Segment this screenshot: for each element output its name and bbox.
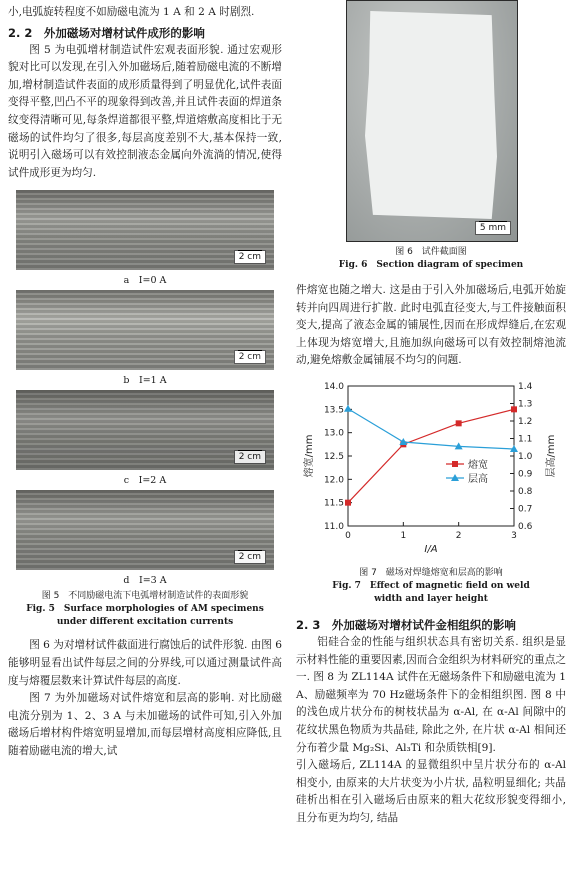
fig5-caption-en-2: under different excitation currents <box>56 617 234 628</box>
figure-5 <box>8 190 282 629</box>
scale-bar: 2 cm <box>234 350 266 364</box>
scale-bar: 5 mm <box>475 221 511 235</box>
plot-frame <box>348 386 514 526</box>
fig6-description-paragraph: 图 6 为对增材试件截面进行腐蚀后的试件形貌. 由图 6 能够明显看出试件每层之间的分界线,可以通过测量试件高度与熔覆层数来计算试件每层的高度. <box>8 639 282 687</box>
y-left-tick-label: 12.0 <box>323 475 344 486</box>
y-left-tick-label: 12.5 <box>323 451 344 462</box>
y-right-tick-label: 1.3 <box>518 399 533 410</box>
fig5-sublabel-d: d I=3 A <box>123 575 167 587</box>
x-tick-label: 0 <box>345 530 351 541</box>
fig6-caption-cn: 图 6 试件截面图 <box>395 247 467 257</box>
section-2-2-title: 2. 2 外加磁场对增材试件成形的影响 <box>8 25 205 40</box>
scale-bar: 2 cm <box>234 450 266 464</box>
fig5-panel-d <box>8 490 282 587</box>
fig5-panel-a <box>8 190 282 287</box>
data-point-熔宽 <box>456 420 462 426</box>
fig7-caption-en-1: Fig. 7 Effect of magnetic field on weld <box>332 580 530 591</box>
section-2-3-title: 2. 3 外加磁场对增材试件金相组织的影响 <box>296 617 516 632</box>
continued-paragraph: 件熔宽也随之增大. 这是由于引入外加磁场后,电弧开始旋转并向四周进行扩散. 此时电弧直径变大,与工件接触面积变大,提高了液态金属的铺展性,因而在形成焊缝后,在宏观上体现为熔宽增大,且施加纵向磁场可以有效控制熔池流动,避免熔敷金属铺展不均匀的问题. <box>296 284 566 367</box>
fig5-panel-b <box>8 290 282 387</box>
y-right-axis-label: 层高/mm <box>546 434 557 478</box>
intro-paragraph: 小,电弧旋转程度不如励磁电流为 1 A 和 2 A 时剧烈. <box>8 6 255 18</box>
y-left-tick-label: 11.5 <box>323 498 344 509</box>
figure-6 <box>296 0 566 246</box>
left-column <box>8 0 282 761</box>
figure-7 <box>296 376 566 606</box>
fig5-photo-b <box>16 290 274 370</box>
legend-label-层高: 层高 <box>468 473 488 485</box>
scale-bar: 2 cm <box>234 250 266 264</box>
y-right-tick-label: 0.9 <box>518 469 533 480</box>
legend-marker-熔宽 <box>452 461 458 467</box>
y-right-tick-label: 0.7 <box>518 504 533 515</box>
fig5-sublabel-c: c I=2 A <box>123 475 167 487</box>
x-axis-label: I/A <box>424 543 438 555</box>
y-left-tick-label: 11.0 <box>323 521 344 532</box>
fig7-chart <box>296 376 566 561</box>
section-2-3-paragraph-1: 铝硅合金的性能与组织状态具有密切关系. 组织是显示材料性能的重要因素,因而合金组织为材料研究的重点之一. 图 8 为 ZL114A 试件在无磁场条件下和励磁电流为 1 A、励磁频率为 70 Hz磁场条件下的金相组织图. 图 8 中的浅色成片状分布的树枝状晶为 α-Al, 在 α-Al 间隙中的花纹状黑色物质为共晶硅, 除此之外, 在片状 α-Al 相间还分布着少量 Mg₂Si、Al₃Ti 和杂质铁相[9]. <box>296 635 567 754</box>
y-right-tick-label: 0.6 <box>518 521 533 532</box>
y-right-tick-label: 1.4 <box>518 381 533 392</box>
section-2-2-paragraph: 图 5 为电弧增材制造试件宏观表面形貌. 通过宏观形貌对比可以发现,在引入外加磁场后,随着励磁电流的不断增加,增材制造试件表面的成形质量得到了明显优化,试件表面变得平整,凹凸不平的现象得到改善,并且试件表面的焊道条纹变得清晰可见,每条焊道都很平整,焊道熔敷高度相比于无磁场的试件均匀了很多,每层高度差别不大,基本保持一致,说明引入磁场可以有效控制液态金属向外流淌的情况,使得试件成形更为均匀. <box>8 43 282 179</box>
data-point-熔宽 <box>345 500 351 506</box>
y-left-axis-label: 熔宽/mm <box>304 434 315 478</box>
y-right-tick-label: 1.1 <box>518 434 533 445</box>
y-left-tick-label: 13.5 <box>323 405 344 416</box>
fig6-section-photo <box>346 0 518 242</box>
fig5-panel-c <box>8 390 282 487</box>
x-tick-label: 2 <box>455 530 462 541</box>
fig5-sublabel-a: a I=0 A <box>123 275 167 287</box>
y-right-tick-label: 1.0 <box>518 451 533 462</box>
fig5-photo-a <box>16 190 274 270</box>
y-right-tick-label: 1.2 <box>518 416 533 427</box>
fig5-sublabel-b: b I=1 A <box>123 375 167 387</box>
fig7-description-paragraph: 图 7 为外加磁场对试件熔宽和层高的影响. 对比励磁电流分别为 1、2、3 A 与未加磁场的试件可知,引入外加磁场后增材构件熔宽明显增加,而每层增材高度相应降低,且随着励磁电流的增大,试 <box>8 692 282 757</box>
fig5-photo-d <box>16 490 274 570</box>
fig5-caption-cn: 图 5 不同励磁电流下电弧增材制造试件的表面形貌 <box>41 591 249 602</box>
scale-bar: 2 cm <box>234 550 266 564</box>
x-tick-label: 3 <box>511 530 517 541</box>
fig7-caption-cn: 图 7 磁场对焊缝熔宽和层高的影响 <box>359 567 503 578</box>
fig5-photo-c <box>16 390 274 470</box>
fig6-caption-en: Fig. 6 Section diagram of specimen <box>338 260 524 270</box>
y-left-tick-label: 14.0 <box>323 381 344 392</box>
fig5-caption-en-1: Fig. 5 Surface morphologies of AM specimens <box>26 604 264 615</box>
y-right-tick-label: 0.8 <box>518 486 533 497</box>
legend-label-熔宽: 熔宽 <box>468 459 488 471</box>
x-tick-label: 1 <box>400 530 407 541</box>
fig7-caption-en-2: width and layer height <box>374 593 488 604</box>
data-point-层高 <box>344 405 352 412</box>
y-left-tick-label: 13.0 <box>323 428 344 439</box>
data-point-熔宽 <box>511 406 517 412</box>
right-column <box>296 0 566 828</box>
series-line-层高 <box>348 409 514 449</box>
specimen-cross-section <box>365 11 497 219</box>
section-2-3-paragraph-2: 引入磁场后, ZL114A 的显微组织中呈片状分布的 α-Al 相变小, 由原来的大片状变为小片状, 晶粒明显细化; 共晶硅析出相在引入磁场后由原来的粗大花纹形貌变得细小, 且分布更为均匀, 结晶 <box>296 759 566 824</box>
